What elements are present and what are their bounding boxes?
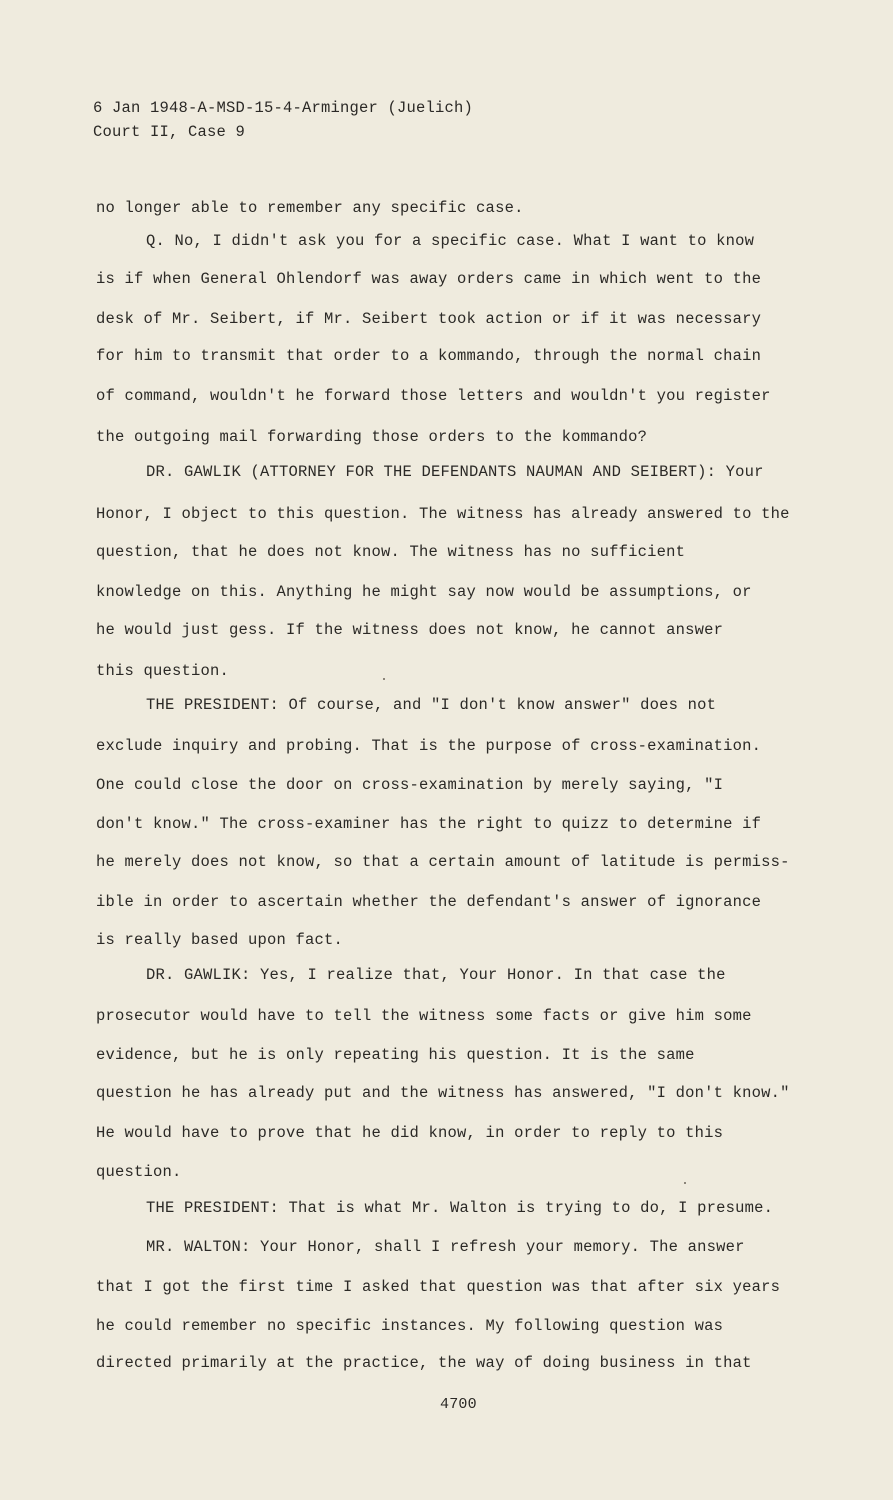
body-line: for him to transmit that order to a kommando, through the normal chain bbox=[96, 347, 762, 365]
body-line: DR. GAWLIK: Yes, I realize that, Your Honor. In that case the bbox=[146, 966, 726, 984]
body-line: One could close the door on cross-examination by merely saying, "I bbox=[96, 776, 724, 794]
body-line: prosecutor would have to tell the witness some facts or give him some bbox=[96, 1007, 752, 1025]
body-line: is if when General Ohlendorf was away orders came in which went to the bbox=[96, 270, 762, 288]
body-line: DR. GAWLIK (ATTORNEY FOR THE DEFENDANTS NAUMAN AND SEIBERT): Your bbox=[146, 463, 764, 481]
body-line: question, that he does not know. The witness has no sufficient bbox=[96, 543, 686, 561]
body-line: ible in order to ascertain whether the defendant's answer of ignorance bbox=[96, 893, 762, 911]
document-header bbox=[93, 96, 473, 144]
body-line: desk of Mr. Seibert, if Mr. Seibert took action or if it was necessary bbox=[96, 310, 762, 328]
body-line: directed primarily at the practice, the way of doing business in that bbox=[96, 1354, 752, 1372]
body-line: is really based upon fact. bbox=[96, 931, 344, 949]
body-line: Honor, I object to this question. The witness has already answered to the bbox=[96, 505, 790, 523]
page-number: 4700 bbox=[440, 1396, 477, 1413]
header-line-1: 6 Jan 1948-A-MSD-15-4-Arminger (Juelich) bbox=[93, 99, 474, 117]
body-line: he could remember no specific instances. My following question was bbox=[96, 1317, 724, 1335]
header-line-2: Court II, Case 9 bbox=[93, 123, 246, 141]
body-line: this question. bbox=[96, 662, 230, 680]
paper-speck bbox=[383, 678, 385, 680]
body-line: question. bbox=[96, 1163, 182, 1181]
body-line: exclude inquiry and probing. That is the purpose of cross-examination. bbox=[96, 737, 762, 755]
body-line: evidence, but he is only repeating his question. It is the same bbox=[96, 1046, 695, 1064]
body-line: the outgoing mail forwarding those orders to the kommando? bbox=[96, 428, 648, 446]
body-line: of command, wouldn't he forward those letters and wouldn't you register bbox=[96, 387, 771, 405]
body-line: that I got the first time I asked that question was that after six years bbox=[96, 1278, 781, 1296]
body-line: no longer able to remember any specific case. bbox=[96, 199, 524, 217]
body-line: He would have to prove that he did know, in order to reply to this bbox=[96, 1124, 724, 1142]
body-line: don't know." The cross-examiner has the right to quizz to determine if bbox=[96, 815, 762, 833]
body-line: knowledge on this. Anything he might say now would be assumptions, or bbox=[96, 583, 752, 601]
body-line: MR. WALTON: Your Honor, shall I refresh your memory. The answer bbox=[146, 1238, 745, 1256]
body-line: THE PRESIDENT: That is what Mr. Walton is trying to do, I presume. bbox=[146, 1199, 774, 1217]
paper-speck bbox=[684, 1182, 686, 1184]
body-line: he merely does not know, so that a certain amount of latitude is permiss- bbox=[96, 853, 790, 871]
body-line: Q. No, I didn't ask you for a specific case. What I want to know bbox=[146, 232, 755, 250]
body-line: he would just gess. If the witness does not know, he cannot answer bbox=[96, 621, 724, 639]
body-line: question he has already put and the witness has answered, "I don't know." bbox=[96, 1084, 790, 1102]
body-line: THE PRESIDENT: Of course, and "I don't know answer" does not bbox=[146, 696, 717, 714]
